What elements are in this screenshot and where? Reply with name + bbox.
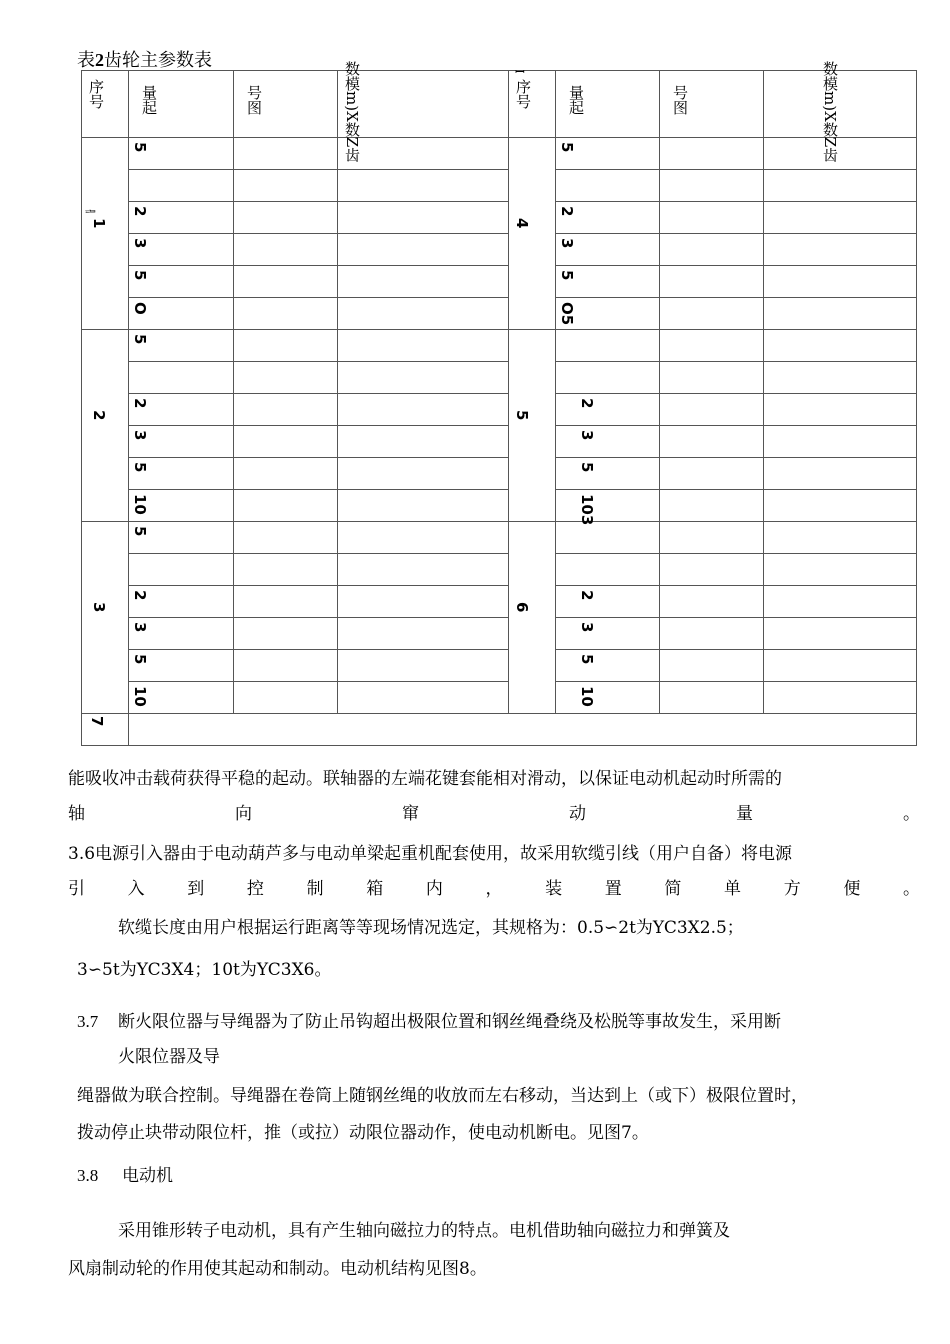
gear-cell-left (338, 234, 509, 266)
figure-cell-left (234, 234, 338, 266)
lift-cell-right (556, 202, 660, 234)
figure-cell-left (234, 522, 338, 554)
table-row (82, 618, 917, 650)
lift-cell-right (556, 458, 660, 490)
lift-cell-left (129, 586, 234, 618)
section-3-8-line-2: 风扇制动轮的作用使其起动和制动。电动机结构见图8。 (68, 1259, 487, 1279)
gear-cell-left (338, 554, 509, 586)
lift-cell-left (129, 330, 234, 362)
figure-cell-left (234, 682, 338, 714)
figure-cell-left (234, 362, 338, 394)
seq-cell-left (82, 330, 129, 522)
figure-cell-right (660, 234, 764, 266)
lift-cell-right (556, 426, 660, 458)
header-seq-right: ꟷ 序号 (509, 71, 556, 138)
gear-cell-right (764, 298, 917, 330)
table-header-row (82, 71, 917, 138)
seq-cell-left (82, 522, 129, 714)
lift-cell-left (129, 490, 234, 522)
gear-cell-right (764, 682, 917, 714)
lift-cell-left (129, 650, 234, 682)
figure-cell-right (660, 490, 764, 522)
gear-cell-right (764, 330, 917, 362)
header-lift-right: 量起 (556, 71, 660, 138)
seq-number-left: 1 (90, 218, 108, 229)
lift-value-left: 5 (131, 334, 149, 345)
lift-value-left: 5 (131, 654, 149, 665)
lift-cell-right (556, 234, 660, 266)
section-3-6: 3.6电源引入器由于电动葫芦多与电动单梁起重机配套使用，故采用软缆引线（用户自备）将电源 (68, 844, 793, 864)
gear-cell-left (338, 650, 509, 682)
figure-cell-left (234, 490, 338, 522)
lift-value-right: 5 (558, 270, 576, 281)
figure-cell-right (660, 618, 764, 650)
lift-cell-left (129, 138, 234, 170)
figure-cell-right (660, 394, 764, 426)
cable-spec-line-1: 软缆长度由用户根据运行距离等等现场情况选定，其规格为：0.5∽2t为YC3X2.5； (118, 918, 744, 938)
figure-cell-left (234, 426, 338, 458)
table-row (82, 362, 917, 394)
gear-cell-left (338, 362, 509, 394)
spread-char: 引 (68, 879, 85, 899)
empty-wide-cell (129, 714, 917, 746)
lift-cell-left (129, 682, 234, 714)
gear-cell-right (764, 650, 917, 682)
section-3-7-line-3: 绳器做为联合控制。导绳器在卷筒上随钢丝绳的收放而左右移动，当达到上（或下）极限位置时， (77, 1086, 808, 1106)
lift-cell-left (129, 298, 234, 330)
table-row (82, 202, 917, 234)
figure-cell-right (660, 682, 764, 714)
lift-cell-left (129, 618, 234, 650)
gear-cell-left (338, 202, 509, 234)
section-3-8-title: 电动机 (122, 1166, 173, 1186)
seq-number-right: 4 (513, 218, 531, 229)
seq-cell-left (82, 138, 129, 330)
gear-cell-right (764, 618, 917, 650)
lift-cell-right (556, 394, 660, 426)
lift-cell-right (556, 330, 660, 362)
table-row (82, 234, 917, 266)
table-row (82, 266, 917, 298)
figure-cell-left (234, 266, 338, 298)
gear-cell-right (764, 170, 917, 202)
table-caption: 表2齿轮主参数表 (77, 50, 212, 71)
lift-cell-right (556, 266, 660, 298)
spread-char: 轴 (68, 804, 85, 824)
spread-char: 方 (783, 879, 801, 899)
gear-cell-left (338, 682, 509, 714)
lift-cell-right (556, 586, 660, 618)
seq-number-last: 7 (88, 716, 106, 727)
figure-cell-left (234, 650, 338, 682)
table-row (82, 394, 917, 426)
seq-extra-mark: ᆂ (85, 205, 96, 218)
spread-char: 控 (246, 879, 264, 899)
header-gear-left: 数模m)X数Z齿 (338, 71, 509, 138)
lift-cell-left (129, 522, 234, 554)
lift-value-left: 5 (131, 526, 149, 537)
figure-cell-right (660, 362, 764, 394)
figure-cell-right (660, 458, 764, 490)
lift-value-right: 2 (558, 206, 576, 217)
lift-value-left: 5 (131, 462, 149, 473)
lift-cell-right (556, 682, 660, 714)
table-row-last (82, 714, 917, 746)
spread-char: 。 (903, 804, 920, 824)
lift-cell-left (129, 202, 234, 234)
table-row (82, 170, 917, 202)
lift-value-right: O5 (558, 302, 576, 326)
seq-cell-last (82, 714, 129, 746)
lift-value-left: 2 (131, 206, 149, 217)
lift-value-left: 2 (131, 590, 149, 601)
gear-cell-right (764, 586, 917, 618)
spread-char: 窜 (402, 804, 419, 824)
gear-cell-right (764, 234, 917, 266)
spread-char: 动 (569, 804, 586, 824)
spread-char: 到 (187, 879, 205, 899)
lift-value-right: 2 (578, 590, 596, 601)
table-row (82, 490, 917, 522)
gear-cell-left (338, 490, 509, 522)
spread-char: 装 (545, 879, 563, 899)
figure-cell-right (660, 330, 764, 362)
section-3-8-line-1: 采用锥形转子电动机，具有产生轴向磁拉力的特点。电机借助轴向磁拉力和弹簧及 (118, 1221, 730, 1241)
figure-cell-right (660, 170, 764, 202)
figure-cell-left (234, 458, 338, 490)
lift-value-left: 5 (131, 142, 149, 153)
table-row (82, 522, 917, 554)
figure-cell-left (234, 618, 338, 650)
gear-cell-left (338, 170, 509, 202)
gear-cell-left (338, 138, 509, 170)
lift-cell-left (129, 554, 234, 586)
spread-char: 置 (604, 879, 622, 899)
table-row (82, 554, 917, 586)
lift-cell-left (129, 426, 234, 458)
section-3-7-number: 3.7 (77, 1012, 99, 1031)
gear-cell-right (764, 490, 917, 522)
figure-cell-left (234, 202, 338, 234)
lift-value-right: 2 (578, 398, 596, 409)
spread-char: 量 (736, 804, 753, 824)
lift-value-right: 5 (578, 654, 596, 665)
para-line-2 (68, 803, 920, 825)
gear-cell-right (764, 554, 917, 586)
lift-value-left: 2 (131, 398, 149, 409)
figure-cell-left (234, 554, 338, 586)
table-row (82, 682, 917, 714)
seq-number-right: 6 (513, 602, 531, 613)
figure-cell-right (660, 202, 764, 234)
table-row (82, 650, 917, 682)
gear-cell-right (764, 202, 917, 234)
table-row (82, 586, 917, 618)
lift-cell-left (129, 362, 234, 394)
spread-char: 制 (306, 879, 324, 899)
gear-cell-left (338, 458, 509, 490)
header-lift-left: 量起 (129, 71, 234, 138)
figure-cell-left (234, 586, 338, 618)
table-row (82, 138, 917, 170)
spread-char: ， (485, 879, 503, 899)
lift-cell-right (556, 522, 660, 554)
table-row (82, 426, 917, 458)
seq-cell-right (509, 138, 556, 330)
lift-value-right: 5 (578, 462, 596, 473)
figure-cell-right (660, 554, 764, 586)
gear-cell-left (338, 298, 509, 330)
gear-cell-left (338, 586, 509, 618)
lift-cell-right (556, 362, 660, 394)
figure-cell-right (660, 266, 764, 298)
lift-cell-right (556, 618, 660, 650)
lift-value-right: 3 (558, 238, 576, 249)
gear-cell-right (764, 266, 917, 298)
figure-cell-right (660, 586, 764, 618)
gear-cell-left (338, 426, 509, 458)
spread-char: 。 (902, 879, 920, 899)
figure-cell-right (660, 298, 764, 330)
header-gear-right: 数模m)X数Z齿 (764, 71, 917, 138)
figure-cell-right (660, 522, 764, 554)
gear-cell-right (764, 138, 917, 170)
lift-value-left: 10 (131, 494, 149, 515)
gear-cell-left (338, 266, 509, 298)
lift-cell-left (129, 394, 234, 426)
figure-cell-left (234, 298, 338, 330)
lift-value-right: 5 (558, 142, 576, 153)
lift-value-right: 103 (578, 494, 596, 526)
seq-cell-right (509, 522, 556, 714)
section-3-7-line-4: 拨动停止块带动限位杆，推（或拉）动限位器动作，使电动机断电。见图7。 (77, 1123, 649, 1143)
section-3-7-line-1: 断火限位器与导绳器为了防止吊钩超出极限位置和钢丝绳叠绕及松脱等事故发生，采用断 (118, 1012, 781, 1032)
lift-value-left: 5 (131, 270, 149, 281)
gear-cell-right (764, 522, 917, 554)
lift-cell-right (556, 490, 660, 526)
seq-number-right: 5 (513, 410, 531, 421)
section-3-7-line-2: 火限位器及导 (118, 1047, 220, 1067)
header-figure-left: 号图 (234, 71, 338, 138)
lift-value-right: 10 (578, 686, 596, 707)
gear-parameter-table (81, 61, 917, 746)
lift-cell-left (129, 234, 234, 266)
gear-cell-left (338, 522, 509, 554)
figure-cell-left (234, 170, 338, 202)
gear-cell-right (764, 426, 917, 458)
para-line-4 (68, 878, 920, 900)
spread-char: 简 (664, 879, 682, 899)
gear-cell-right (764, 362, 917, 394)
spread-char: 向 (235, 804, 252, 824)
gear-cell-left (338, 618, 509, 650)
seq-number-left: 3 (90, 602, 108, 613)
lift-cell-right (556, 554, 660, 586)
lift-value-left: 3 (131, 622, 149, 633)
figure-cell-left (234, 394, 338, 426)
cable-spec-line-2: 3∽5t为YC3X4；10t为YC3X6。 (77, 960, 332, 980)
gear-cell-left (338, 394, 509, 426)
lift-value-left: 10 (131, 686, 149, 707)
figure-cell-right (660, 138, 764, 170)
lift-cell-right (556, 138, 660, 170)
lift-cell-right (556, 298, 660, 330)
lift-cell-right (556, 170, 660, 202)
lift-value-right: 3 (578, 622, 596, 633)
gear-cell-right (764, 458, 917, 490)
lift-value-left: O (131, 302, 149, 315)
section-3-8-number: 3.8 (77, 1166, 99, 1185)
figure-cell-right (660, 426, 764, 458)
table-row (82, 298, 917, 330)
table-row (82, 458, 917, 490)
spread-char: 入 (127, 879, 145, 899)
para-line-1: 能吸收冲击载荷获得平稳的起动。联轴器的左端花键套能相对滑动，以保证电动机起动时所需的 (68, 769, 782, 789)
lift-value-right: 3 (578, 430, 596, 441)
lift-value-left: 3 (131, 430, 149, 441)
lift-value-left: 3 (131, 238, 149, 249)
spread-char: 内 (425, 879, 443, 899)
gear-cell-left (338, 330, 509, 362)
spread-char: 便 (843, 879, 861, 899)
table-row (82, 330, 917, 362)
figure-cell-left (234, 138, 338, 170)
lift-cell-left (129, 170, 234, 202)
header-seq-left: 序号 (82, 71, 129, 138)
seq-number-left: 2 (90, 410, 108, 421)
lift-cell-right (556, 650, 660, 682)
header-figure-right: 号图 (660, 71, 764, 138)
spread-char: 箱 (366, 879, 384, 899)
spread-char: 单 (724, 879, 742, 899)
figure-cell-left (234, 330, 338, 362)
lift-cell-left (129, 266, 234, 298)
seq-cell-right (509, 330, 556, 522)
figure-cell-right (660, 650, 764, 682)
gear-cell-right (764, 394, 917, 426)
lift-cell-left (129, 458, 234, 490)
